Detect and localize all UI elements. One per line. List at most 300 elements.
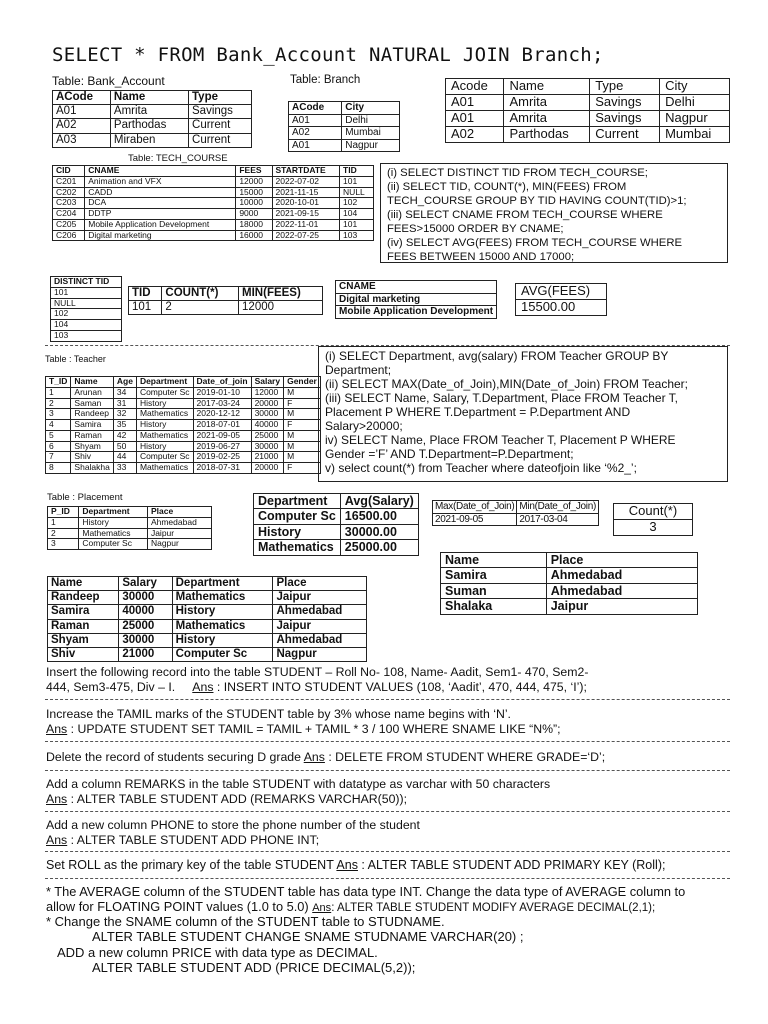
table-cell: Samira (71, 420, 113, 431)
table-cell: M (284, 452, 321, 463)
max-min-table (432, 500, 599, 526)
table-row (48, 619, 367, 633)
table-cell: Saman (71, 398, 113, 409)
table-cell: 20000 (251, 398, 284, 409)
table-cell: 12000 (251, 387, 284, 398)
table-cell: 31 (113, 398, 136, 409)
table-cell: 2022-07-25 (272, 230, 340, 241)
table-cell: 101 (340, 219, 374, 230)
column-header: Max(Date_of_Join) (433, 501, 517, 514)
delete-question (46, 750, 605, 765)
column-header: DISTINCT TID (51, 277, 122, 288)
table-cell: 34 (113, 387, 136, 398)
query-line: (iii) SELECT CNAME FROM TECH_COURSE WHERE (387, 209, 663, 221)
query-line: TECH_COURSE GROUP BY TID HAVING COUNT(TID)>1; (387, 195, 687, 207)
divider (45, 770, 730, 771)
column-header: P_ID (48, 507, 79, 518)
table-row (48, 539, 212, 550)
table-cell: Raman (71, 430, 113, 441)
table-cell: 3 (46, 409, 71, 420)
table-cell: CADD (85, 187, 236, 198)
bank-account-table (52, 90, 252, 148)
table-cell: Nagpur (273, 648, 367, 662)
table-cell: 30000.00 (340, 524, 418, 539)
table-cell: 18000 (236, 219, 272, 230)
answer-text: ALTER TABLE STUDENT ADD (PRICE DECIMAL(5,2)); (92, 960, 416, 975)
table-cell: 2017-03-24 (193, 398, 251, 409)
table-cell: Digital marketing (85, 230, 236, 241)
price-question (57, 945, 415, 975)
table-row (446, 94, 730, 110)
table-cell: 7 (46, 452, 71, 463)
table-cell: Savings (590, 110, 660, 126)
table-row (289, 139, 400, 152)
table-header-row (441, 553, 698, 568)
table-cell: Computer Sc (136, 387, 193, 398)
table-cell: F (284, 463, 321, 474)
table-cell: Jaipur (546, 599, 697, 614)
table-cell: History (254, 524, 341, 539)
table-row (48, 605, 367, 619)
table-row (336, 293, 497, 306)
table-row (336, 306, 497, 319)
table-row (46, 463, 321, 474)
answer-text: : ALTER TABLE STUDENT ADD PHONE INT; (67, 833, 320, 847)
query-line: (i) SELECT Department, avg(salary) FROM Teacher GROUP BY (325, 349, 669, 363)
answer-text: : INSERT INTO STUDENT VALUES (108, ‘Aadit’, 470, 444, 475, ‘I’); (213, 680, 587, 694)
table-cell: Jaipur (273, 591, 367, 605)
table-header-row (254, 494, 419, 509)
table-header-row (48, 507, 212, 518)
table-cell: Current (590, 126, 660, 142)
table-cell: 2 (162, 301, 239, 315)
column-header: Place (546, 553, 697, 568)
branch-label: Table: Branch (290, 74, 361, 86)
table-cell: C205 (53, 219, 85, 230)
table-row (46, 430, 321, 441)
question-text: * Change the SNAME column of the STUDENT table to STUDNAME. (46, 914, 445, 929)
table-row (46, 409, 321, 420)
table-cell: M (284, 387, 321, 398)
teacher-table (45, 376, 321, 474)
table-cell: Ahmedabad (546, 583, 697, 598)
column-header: Department (172, 577, 273, 591)
table-cell: 2019-01-10 (193, 387, 251, 398)
divider (45, 851, 730, 852)
table-cell: Savings (590, 94, 660, 110)
table-cell: 101 (51, 287, 122, 298)
placement-label: Table : Placement (47, 492, 123, 503)
table-cell: Computer Sc (172, 648, 273, 662)
table-row (446, 126, 730, 142)
answer-text: : DELETE FROM STUDENT WHERE GRADE=‘D’; (324, 750, 606, 764)
table-cell: Current (189, 119, 252, 133)
ans-label: Ans (46, 792, 68, 806)
table-cell: 102 (51, 309, 122, 320)
table-cell: A03 (53, 133, 111, 147)
table-cell: 21000 (119, 648, 172, 662)
distinct-tid-table (50, 276, 122, 342)
table-cell: 2017-03-04 (517, 513, 599, 526)
table-cell: 42 (113, 430, 136, 441)
table-cell: 2019-02-25 (193, 452, 251, 463)
table-cell: Parthodas (504, 126, 590, 142)
column-header: Salary (119, 577, 172, 591)
table-cell: Mathematics (79, 528, 148, 539)
column-header: T_ID (46, 377, 71, 388)
question-text: * The AVERAGE column of the STUDENT table has data type INT. Change the data type of AVERAGE column to (46, 884, 686, 899)
query-line: (i) SELECT DISTINCT TID FROM TECH_COURSE; (387, 167, 648, 179)
table-cell: 12000 (236, 176, 272, 187)
table-cell: Jaipur (273, 619, 367, 633)
table-cell: 35 (113, 420, 136, 431)
query-line: Placement P WHERE T.Department = P.Department AND (325, 405, 631, 419)
column-header: Name (110, 91, 188, 105)
table-cell: 103 (51, 330, 122, 341)
table-cell: 2 (46, 398, 71, 409)
table-cell: Mathematics (136, 409, 193, 420)
table-cell: 16000 (236, 230, 272, 241)
table-cell: 16500.00 (340, 509, 418, 524)
table-row (46, 420, 321, 431)
average-question (46, 884, 685, 916)
phone-question (46, 818, 420, 848)
table-cell: Mathematics (136, 430, 193, 441)
table-cell: Nagpur (342, 139, 400, 152)
table-cell: 2022-11-01 (272, 219, 340, 230)
table-row (48, 633, 367, 647)
placement-table (47, 506, 212, 550)
table-cell: 25000 (119, 619, 172, 633)
table-cell: 44 (113, 452, 136, 463)
table-cell: M (284, 430, 321, 441)
table-row (129, 301, 323, 315)
table-cell: 1 (48, 517, 79, 528)
table-row (516, 299, 607, 315)
column-header: FEES (236, 166, 272, 177)
table-cell: Shiv (71, 452, 113, 463)
query-line: (iii) SELECT Name, Salary, T.Department, Place FROM Teacher T, (325, 391, 679, 405)
table-cell: 30000 (119, 591, 172, 605)
insert-question (46, 665, 588, 695)
table-cell: DCA (85, 198, 236, 209)
divider (45, 811, 730, 812)
column-header: Age (113, 377, 136, 388)
column-header: City (342, 102, 400, 115)
table-cell: Randeep (71, 409, 113, 420)
table-cell: 101 (340, 176, 374, 187)
column-header: MIN(FEES) (239, 287, 323, 301)
table-cell: Delhi (660, 94, 730, 110)
query-line: (ii) SELECT TID, COUNT(*), MIN(FEES) FROM (387, 181, 627, 193)
table-header-row (446, 79, 730, 95)
table-cell: Digital marketing (336, 293, 497, 306)
table-cell: A01 (289, 114, 342, 127)
table-row (53, 219, 374, 230)
question-text: Set ROLL as the primary key of the table STUDENT (46, 858, 337, 872)
table-cell: 8 (46, 463, 71, 474)
column-header: Salary (251, 377, 284, 388)
column-header: Place (273, 577, 367, 591)
ans-label: Ans (46, 833, 68, 847)
table-cell: DDTP (85, 209, 236, 220)
column-header: Department (136, 377, 193, 388)
table-cell: 103 (340, 230, 374, 241)
table-cell: A01 (53, 105, 111, 119)
table-row (254, 524, 419, 539)
answer-text: : ALTER TABLE STUDENT ADD (REMARKS VARCHAR(50)); (67, 792, 408, 806)
table-cell: Shiv (48, 648, 119, 662)
table-cell: 40000 (119, 605, 172, 619)
table-row (441, 568, 698, 583)
table-cell: A02 (446, 126, 504, 142)
table-cell: History (136, 398, 193, 409)
table-cell: 6 (46, 441, 71, 452)
table-row (48, 517, 212, 528)
table-cell: Mobile Application Development (85, 219, 236, 230)
column-header: Name (504, 79, 590, 95)
sname-question (46, 914, 523, 944)
table-cell: Amrita (110, 105, 188, 119)
tid-count-table (128, 286, 323, 315)
column-header: Name (48, 577, 119, 591)
table-cell: M (284, 409, 321, 420)
table-cell: Savings (189, 105, 252, 119)
table-row (46, 441, 321, 452)
table-cell: C204 (53, 209, 85, 220)
table-cell: Nagpur (660, 110, 730, 126)
table-row (48, 648, 367, 662)
table-cell: Mumbai (342, 127, 400, 140)
table-cell: A02 (53, 119, 111, 133)
question-text: ADD a new column PRICE with data type as DECIMAL. (57, 945, 378, 960)
table-header-row (336, 281, 497, 294)
table-header-row (53, 166, 374, 177)
ans-label: Ans (46, 722, 68, 736)
table-cell: 30000 (251, 441, 284, 452)
column-header: Avg(Salary) (340, 494, 418, 509)
table-cell: F (284, 420, 321, 431)
column-header: ACode (53, 91, 111, 105)
table-cell: 15000 (236, 187, 272, 198)
table-cell: Ahmedabad (273, 633, 367, 647)
table-row (46, 398, 321, 409)
table-cell: 32 (113, 409, 136, 420)
table-row (51, 287, 122, 298)
table-cell: C202 (53, 187, 85, 198)
column-header: Place (147, 507, 211, 518)
pk-question (46, 858, 665, 873)
table-cell: History (172, 633, 273, 647)
table-header-row (51, 277, 122, 288)
table-row (46, 387, 321, 398)
column-header: ACode (289, 102, 342, 115)
table-cell: 104 (340, 209, 374, 220)
table-cell: C206 (53, 230, 85, 241)
table-cell: 104 (51, 320, 122, 331)
table-row (53, 133, 252, 147)
join-result-table (445, 78, 730, 143)
table-cell: Ahmedabad (147, 517, 211, 528)
table-row (46, 452, 321, 463)
table-row (53, 209, 374, 220)
table-row (53, 105, 252, 119)
column-header: Min(Date_of_Join) (517, 501, 599, 514)
table-cell: 2021-09-15 (272, 209, 340, 220)
table-cell: Ahmedabad (273, 605, 367, 619)
table-cell: Mathematics (136, 463, 193, 474)
table-row (53, 187, 374, 198)
table-header-row (289, 102, 400, 115)
answer-text: ALTER TABLE STUDENT CHANGE SNAME STUDNAME VARCHAR(20) ; (92, 929, 524, 944)
query-line: FEES BETWEEN 15000 AND 17000; (387, 251, 575, 263)
table-row (51, 298, 122, 309)
table-cell: A01 (446, 110, 504, 126)
column-header: Count(*) (614, 504, 693, 520)
table-row (48, 591, 367, 605)
table-row (254, 509, 419, 524)
question-text: allow for FLOATING POINT values (1.0 to 5.0) (46, 899, 313, 914)
table-cell: 101 (129, 301, 162, 315)
table-cell: NULL (51, 298, 122, 309)
page-title: SELECT * FROM Bank_Account NATURAL JOIN Branch; (52, 44, 604, 66)
column-header: Department (254, 494, 341, 509)
question-text: Insert the following record into the table STUDENT – Roll No- 108, Name- Aadit, Sem1- 470, Sem2- (46, 665, 589, 679)
table-cell: History (136, 441, 193, 452)
query-line: (iv) SELECT AVG(FEES) FROM TECH_COURSE WHERE (387, 237, 683, 249)
table-cell: Suman (441, 583, 547, 598)
table-cell: 20000 (251, 463, 284, 474)
table-cell: Jaipur (147, 528, 211, 539)
query-line: iv) SELECT Name, Place FROM Teacher T, Placement P WHERE (325, 433, 676, 447)
table-cell: 2019-06-27 (193, 441, 251, 452)
table-header-row (129, 287, 323, 301)
avg-fees-table (515, 283, 607, 316)
table-cell: Miraben (110, 133, 188, 147)
ans-label: Ans (192, 680, 214, 694)
column-header: CID (53, 166, 85, 177)
table-cell: Current (189, 133, 252, 147)
query-line: Salary>20000; (325, 419, 403, 433)
column-header: STARTDATE (272, 166, 340, 177)
table-cell: History (172, 605, 273, 619)
update-question (46, 707, 561, 737)
table-cell: 4 (46, 420, 71, 431)
table-cell: C201 (53, 176, 85, 187)
table-header-row (433, 501, 599, 514)
table-cell: 30000 (119, 633, 172, 647)
column-header: Name (71, 377, 113, 388)
answer-text: : UPDATE STUDENT SET TAMIL = TAMIL + TAMIL * 3 / 100 WHERE SNAME LIKE “N%”; (67, 722, 561, 736)
table-cell: Ahmedabad (546, 568, 697, 583)
table-row (53, 230, 374, 241)
query-line: (ii) SELECT MAX(Date_of_Join),MIN(Date_of_Join) FROM Teacher; (325, 377, 689, 391)
table-row (53, 176, 374, 187)
table-cell: F (284, 398, 321, 409)
table-cell: Mumbai (660, 126, 730, 142)
table-cell: 3 (614, 519, 693, 535)
column-header: COUNT(*) (162, 287, 239, 301)
table-cell: 2 (48, 528, 79, 539)
table-cell: A01 (446, 94, 504, 110)
column-header: CNAME (85, 166, 236, 177)
table-cell: Randeep (48, 591, 119, 605)
table-cell: 102 (340, 198, 374, 209)
table-row (446, 110, 730, 126)
cname-result-table (335, 280, 497, 319)
branch-table (288, 101, 400, 152)
table-cell: 2020-10-01 (272, 198, 340, 209)
answer-text: : ALTER TABLE STUDENT ADD PRIMARY KEY (Roll); (357, 858, 666, 872)
question-text: Delete the record of students securing D grade (46, 750, 304, 764)
table-row (51, 330, 122, 341)
table-cell: Mathematics (254, 540, 341, 555)
table-cell: Arunan (71, 387, 113, 398)
ans-label: Ans (336, 858, 358, 872)
table-row (433, 513, 599, 526)
count-table (613, 503, 693, 536)
column-header: CNAME (336, 281, 497, 294)
table-cell: Delhi (342, 114, 400, 127)
table-cell: History (79, 517, 148, 528)
table-cell: 25000.00 (340, 540, 418, 555)
table-cell: A02 (289, 127, 342, 140)
bank-account-label: Table: Bank_Account (52, 74, 165, 88)
table-cell: NULL (340, 187, 374, 198)
table-cell: Shyam (48, 633, 119, 647)
tech-course-table (52, 165, 374, 241)
table-cell: Parthodas (110, 119, 188, 133)
table-header-row (516, 284, 607, 300)
column-header: Type (189, 91, 252, 105)
table-row (51, 309, 122, 320)
table-row (289, 127, 400, 140)
table-row (48, 528, 212, 539)
table-cell: Shyam (71, 441, 113, 452)
table-row (289, 114, 400, 127)
column-header: TID (340, 166, 374, 177)
table-cell: Computer Sc (254, 509, 341, 524)
table-cell: Shalakha (71, 463, 113, 474)
divider (45, 878, 730, 879)
table-cell: 30000 (251, 409, 284, 420)
table-cell: 2018-07-01 (193, 420, 251, 431)
table-cell: Amrita (504, 94, 590, 110)
table-cell: 33 (113, 463, 136, 474)
table-row (51, 320, 122, 331)
table-cell: 2022-07-02 (272, 176, 340, 187)
tech-course-label: Table: TECH_COURSE (128, 153, 228, 164)
ans-label: Ans (312, 902, 332, 914)
column-header: Name (441, 553, 547, 568)
table-header-row (614, 504, 693, 520)
table-cell: Samira (48, 605, 119, 619)
table-row (441, 583, 698, 598)
table-cell: 1 (46, 387, 71, 398)
table-cell: 12000 (239, 301, 323, 315)
salary-result-table (47, 576, 367, 662)
answer-text: : ALTER TABLE STUDENT MODIFY AVERAGE DECIMAL(2,1); (331, 902, 656, 914)
table-cell: C203 (53, 198, 85, 209)
table-cell: Mathematics (172, 619, 273, 633)
table-cell: 2021-09-05 (193, 430, 251, 441)
column-header: City (660, 79, 730, 95)
name-place-table (440, 552, 698, 615)
column-header: Gender (284, 377, 321, 388)
question-text: 444, Sem3-475, Div – I. (46, 680, 176, 694)
table-cell: 2018-07-31 (193, 463, 251, 474)
divider (45, 699, 730, 700)
